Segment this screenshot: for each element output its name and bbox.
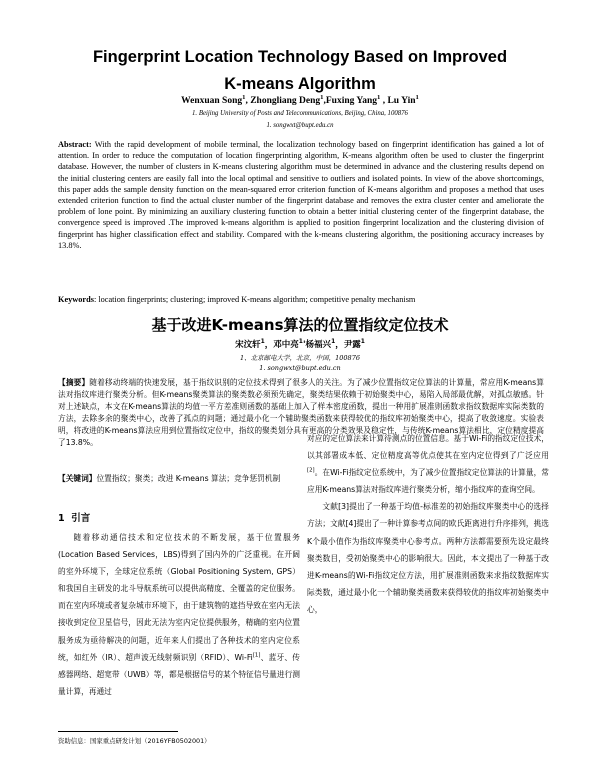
right-paragraph-2: 文献[3]提出了一种基于均值-标准差的初始指纹库聚类中心的选择方法；文献[4]提出了一种计算参考点间的欧氏距离进行升序排列，挑选K个最小值作为指纹库聚类中心参考点。两种方法都需要预先设定最终聚类数目，受初始聚类中心的影响很大。因此，本文提出了一种基于改进K-means的Wi-Fi指纹定位方法，用扩展准则函数来求指纹数据库实际类数，通过最小化一个辅助聚类函数来获得较优的指纹库初始聚类中心， [307,502,549,614]
english-abstract: Abstract: With the rapid development of mobile terminal, the localization technology based on fingerprint identification has gained a lot of attention. In order to reduce the computation of location fingerprinting algorithm, K-means algorithm often be used to cluster the fingerprint database. However, the number of clusters in K-means clustering algorithm must be determined in advance and the clustering results depend on the initial clustering centers are easily fall into the local optimal and sensitive to outliers and isolated points. In view of the above shortcomings, this paper adds the sample density function on the mean-squared error criterion function of K-means algorithm and proposes a method that uses extended criterion function to find the actual cluster number of the fingerprint database and removes the extra cluster center and ameliorate the problem of lone point. By minimizing an auxiliary clustering function to obtain a better initial clustering center of the fingerprint database, the convergence speed is improved .The improved k-means algorithm is applied to position fingerprint localization and the clustering division of fingerprint has higher classification effect and stability. Compared with the k-means clustering algorithm, the positioning accuracy increases by 13.8%. [58,140,544,250]
right-column [307,430,549,618]
chinese-authors: 宋汶轩$^1$，邓中亮$^1$'杨福兴$^1$，尹露$^1$ [235,338,365,350]
english-authors: Wenxuan Song$^1$, Zhongliang Deng$^1$,Fuxing Yang$^1$ , Lu Yin$^1$ [181,93,419,106]
english-title: Fingerprint Location Technology Based on Improved K-means Algorithm [92,48,508,93]
footnote: 资助信息：国家重点研发计划（2016YFB0502001） [58,737,211,745]
chinese-title: 基于改进K-means算法的位置指纹定位技术 [151,316,449,334]
section-heading: 1 引言 [58,513,91,524]
footnote-divider [58,731,178,732]
english-email: 1. songwxt@bupt.edu.cn [266,122,334,129]
left-column [58,529,300,700]
english-keywords: Keywords: location fingerprints; clustering; improved K-means algorithm; competitive penalty mechanism [58,295,416,304]
chinese-abstract: 【摘要】随着移动终端的快速发展，基于指纹识别的定位技术得到了很多人的关注。为了减少位置指纹定位算法的计算量，常应用K-means算法对指纹库进行聚类分析。但K-means聚类算法的聚类数必须预先确定，聚类结果依赖于初始聚类中心，易陷入局部最优解，对孤点敏感。针对上述缺点，本文在K-means算法的均值一平方差准则函数的基础上加入了样本密度函数，提出一种用扩展准则函数求指纹数据库实际类数的方法，去除多余的聚类中心，改善了孤点的问题；通过最小化一个辅助聚类函数来获得较优的指纹库初始聚类中心，提高了收敛速度。实验表明，将改进的K-means算法应用到位置指纹定位中，指纹的聚类划分具有更高的分类效果及稳定性，与传统K-means算法相比，定位精度提高了13.8%。 [58,378,544,447]
right-paragraph-1: 对应的定位算法来计算待测点的位置信息。基于Wi-Fi的指纹定位技术，以其部署成本低、定位精度高等优点使其在室内定位得到了广泛应用[2]。在Wi-Fi指纹定位系统中，为了减少位置指纹定位算法的计算量，常应用K-means算法对指纹库进行聚类分析，缩小指纹库的查询空间。 [307,434,549,495]
chinese-email: 1. songwxt@bupt.edu.cn [259,364,341,372]
chinese-keywords: 【关键词】位置指纹；聚类；改进 K-means 算法；竞争惩罚机制 [58,474,281,483]
chinese-affiliation: 1、北京邮电大学，北京，中国，100876 [240,354,360,362]
english-affiliation: 1. Beijing University of Posts and Telecommunications, Beijing, China, 100876 [192,110,408,117]
intro-paragraph: 随着移动通信技术和定位技术的不断发展，基于位置服务(Location Based Services，LBS)得到了国内外的广泛重视。在开阔的室外环境下，全球定位系统（Global Positioning System, GPS）和我国自主研发的北斗导航系统可以提供高精度、全覆盖的定位服务。而在室内环境或者复杂城市环境下，由于建筑物的遮挡导致在室内无法接收到定位卫星信号，因此无法为室内定位提供服务，精确的室内位置服务成为亟待解决的问题，近年来人们提出了各种技术的室内定位系统，如红外（IR）、超声波无线射频识别（RFID）、Wi-Fi[1]、蓝牙、传感器网络、超宽带（UWB）等，都是根据信号的某个特征信号量进行测量计算，再通过 [58,533,300,696]
